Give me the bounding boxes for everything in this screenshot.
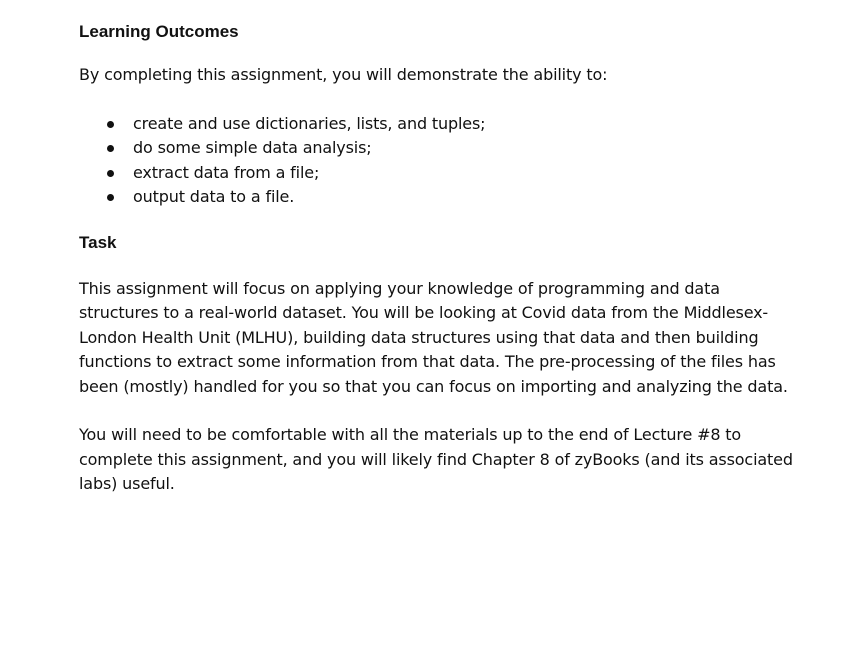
learning-outcomes-list <box>79 112 799 210</box>
bullet-icon <box>107 121 114 128</box>
list-item-text: output data to a file. <box>133 187 295 206</box>
learning-outcomes-intro: By completing this assignment, you will demonstrate the ability to: <box>79 65 608 84</box>
bullet-icon <box>107 194 114 201</box>
list-item-text: extract data from a file; <box>133 162 320 182</box>
list-item <box>79 185 799 210</box>
bullet-icon <box>107 145 114 152</box>
task-paragraph-2: You will need to be comfortable with all the materials up to the end of Lecture #8 to complete this assignment, and you will likely find Chapter 8 of zyBooks (and its associated labs) useful. <box>79 425 793 493</box>
list-item-text: create and use dictionaries, lists, and tuples; <box>133 113 486 133</box>
document-page <box>79 20 799 497</box>
list-item <box>79 112 799 137</box>
list-item <box>79 161 799 186</box>
learning-outcomes-heading: Learning Outcomes <box>79 22 239 41</box>
list-item <box>79 136 799 161</box>
task-paragraph-1: This assignment will focus on applying your knowledge of programming and data structures to a real-world dataset. You will be looking at Covid data from the Middlesex-London Health Unit (MLHU), building data structures using that data and then building functions to extract some information from that data. The pre-processing of the files has been (mostly) handled for you so that you can focus on importing and analyzing the data. <box>79 278 788 396</box>
list-item-text: do some simple data analysis; <box>133 138 372 157</box>
task-heading: Task <box>79 232 117 252</box>
bullet-icon <box>107 170 114 177</box>
